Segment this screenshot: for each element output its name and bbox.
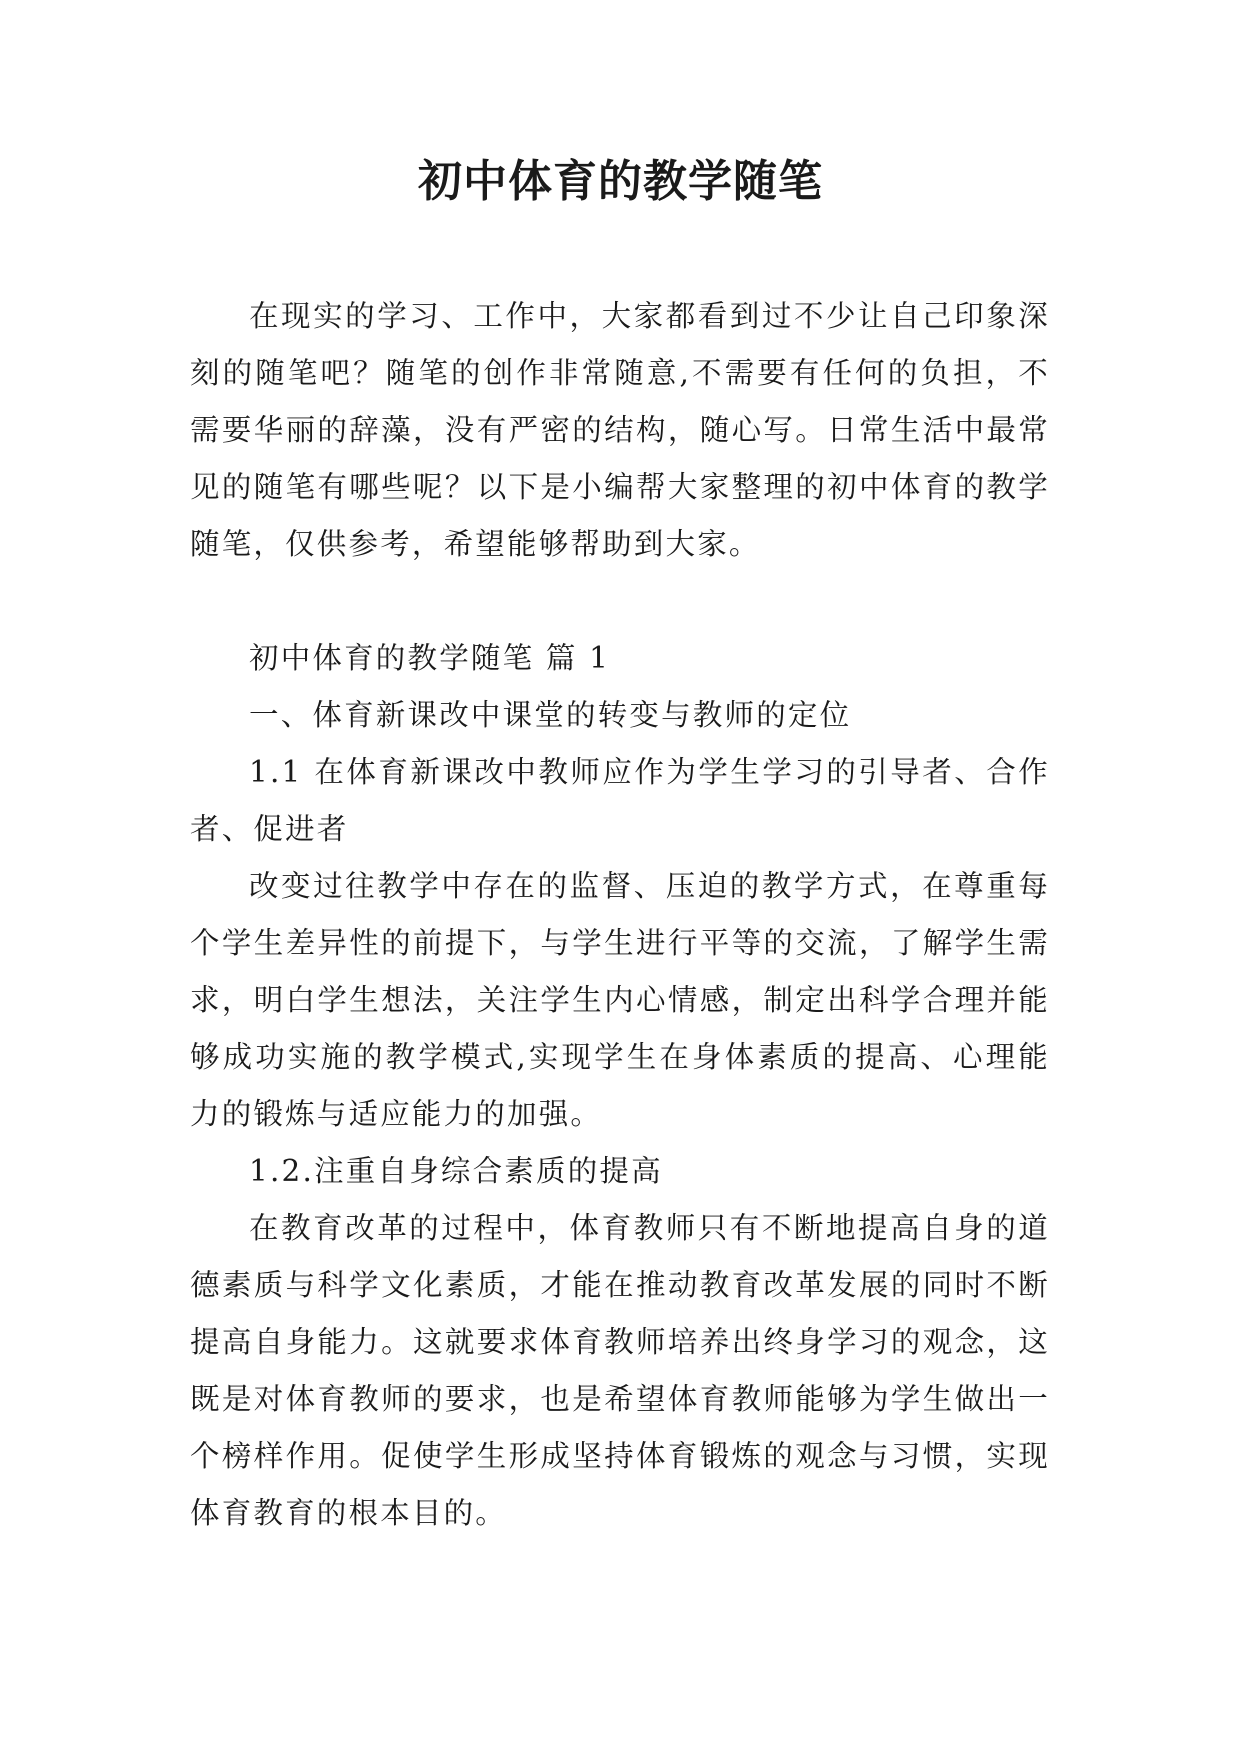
section-heading: 初中体育的教学随笔 篇 1 <box>249 641 611 675</box>
subheading-1-1: 1.1 在体育新课改中教师应作为学生学习的引导者、合作者、促进者 <box>190 755 1050 846</box>
document-body <box>190 288 1050 1542</box>
subheading-1-2: 1.2.注重自身综合素质的提高 <box>249 1154 663 1188</box>
intro-paragraph: 在现实的学习、工作中，大家都看到过不少让自己印象深刻的随笔吧？随笔的创作非常随意,不需要有任何的负担，不需要华丽的辞藻，没有严密的结构，随心写。日常生活中最常见的随笔有哪些呢？以下是小编帮大家整理的初中体育的教学随笔，仅供参考，希望能够帮助到大家。 <box>190 299 1050 561</box>
subheading-1: 一、体育新课改中课堂的转变与教师的定位 <box>249 698 852 732</box>
body-paragraph: 在教育改革的过程中，体育教师只有不断地提高自身的道德素质与科学文化素质，才能在推动教育改革发展的同时不断提高自身能力。这就要求体育教师培养出终身学习的观念，这既是对体育教师的要求，也是希望体育教师能够为学生做出一个榜样作用。促使学生形成坚持体育锻炼的观念与习惯，实现体育教育的根本目的。 <box>190 1211 1050 1530</box>
page-title: 初中体育的教学随笔 <box>418 156 823 207</box>
body-paragraph: 改变过往教学中存在的监督、压迫的教学方式，在尊重每个学生差异性的前提下，与学生进行平等的交流，了解学生需求，明白学生想法，关注学生内心情感，制定出科学合理并能够成功实施的教学模式,实现学生在身体素质的提高、心理能力的锻炼与适应能力的加强。 <box>190 869 1050 1131</box>
